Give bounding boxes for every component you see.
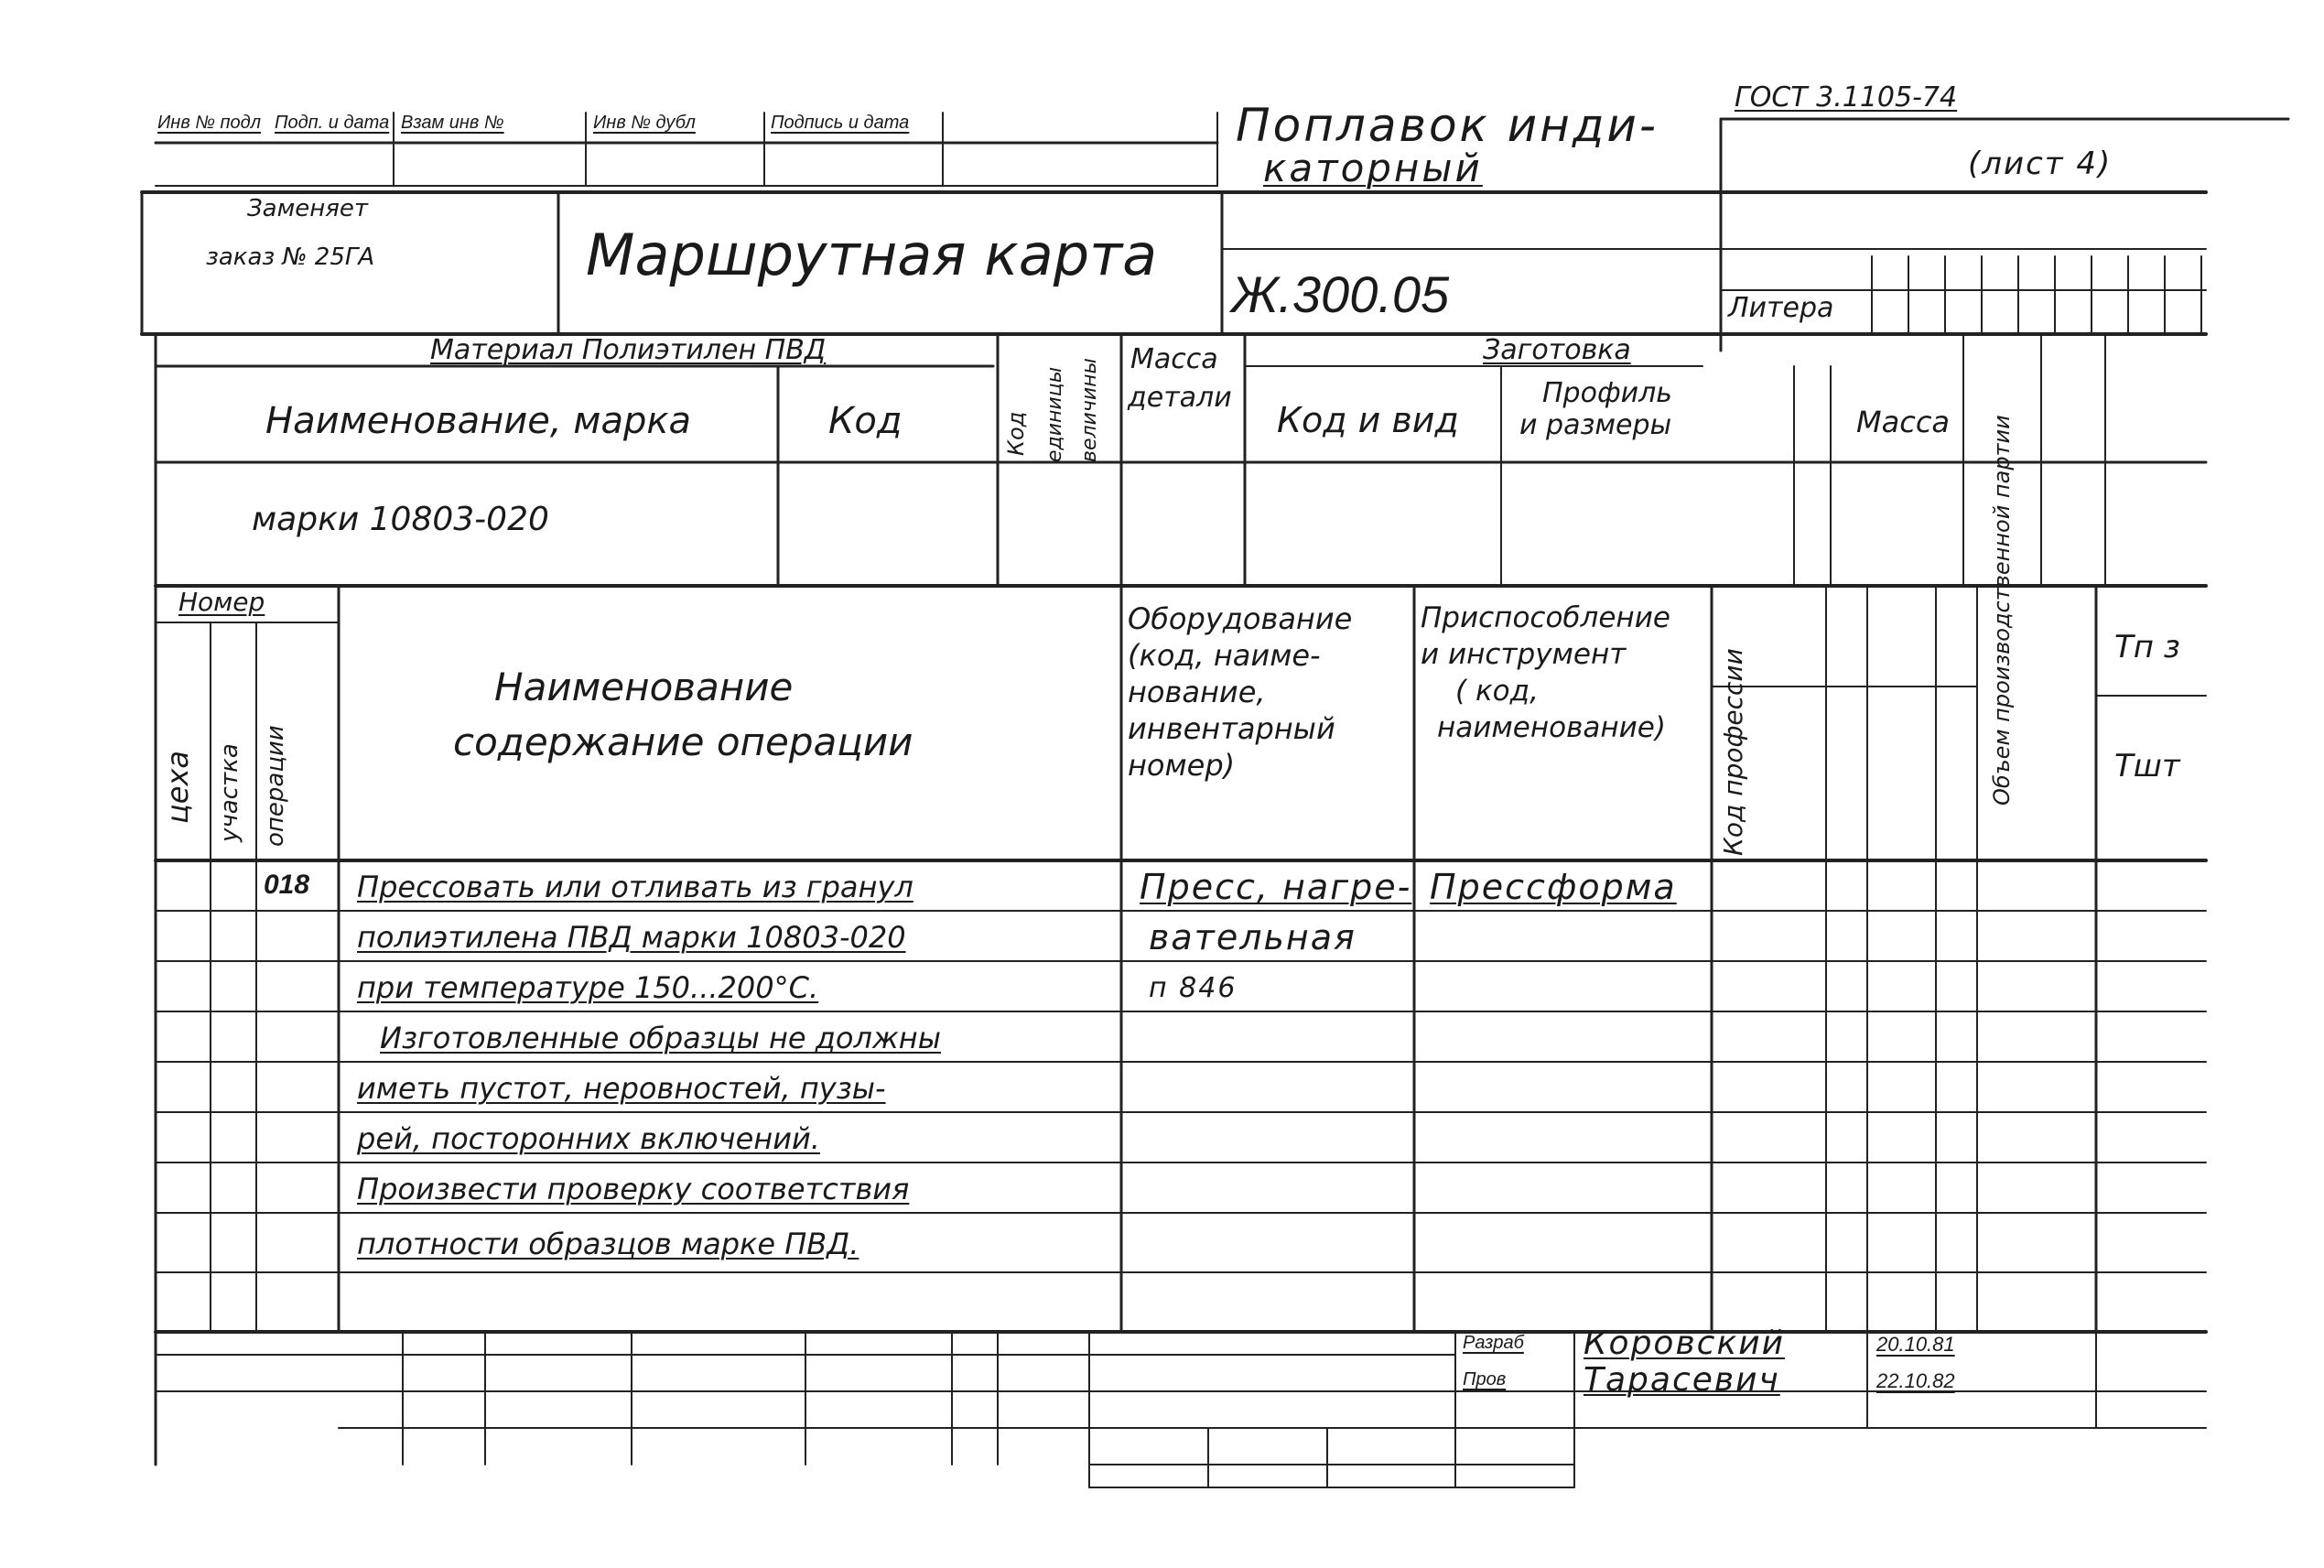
equip-5: номер) [1128,748,1236,783]
nomer-heading: Номер [178,587,265,617]
operation-number: 018 [264,870,310,900]
col-ceha: цеха [160,750,195,824]
signature-date: 20.10.81 [1876,1333,1955,1356]
signature-name: Тарасевич [1584,1361,1780,1399]
operation-line: Произвести проверку соответствия [357,1172,910,1206]
signature-role: Пров [1463,1369,1507,1390]
col-name-grade: Наименование, марка [265,400,692,442]
col-unit-code-3: величины [1078,358,1101,462]
col-blank-mass: Масса [1856,405,1951,439]
col-profile-1: Профиль [1542,377,1672,409]
col-unit-code-2: единицы [1043,366,1066,462]
equip-1: Оборудование [1128,601,1353,636]
signature-name: Коровский [1584,1325,1786,1362]
part-name-line2: каторный [1263,146,1483,190]
designation: Ж.300.05 [1231,265,1450,323]
col-mass-2: детали [1128,382,1232,414]
stamp-cell-vzam-inv: Взам инв № [401,113,504,133]
operation-line: плотности образцов марке ПВД. [357,1227,859,1261]
tool-3: ( код, [1455,675,1539,708]
tsht-label: Тшт [2114,748,2180,784]
signature-role: Разраб [1463,1333,1524,1353]
operation-line: иметь пустот, неровностей, пузы- [357,1071,886,1106]
tpz-label: Тп з [2114,629,2180,665]
operation-line: рей, посторонних включений. [357,1121,820,1156]
document-title: Маршрутная карта [586,222,1158,288]
signature-date: 22.10.82 [1876,1369,1955,1392]
tool-2: и инструмент [1421,638,1627,671]
equip-3: нование, [1128,675,1266,709]
op-title-1: Наименование [494,665,794,709]
material-grade-value: марки 10803-020 [252,501,549,538]
col-mass-1: Масса [1130,343,1218,375]
stamp-cell-podpis-data: Подпись и дата [771,113,910,133]
equip-2: (код, наиме- [1128,638,1321,673]
zamena-order: заказ № 25ГА [206,243,375,271]
equipment-line2: вательная [1149,917,1357,957]
gost-number: ГОСТ 3.1105-74 [1735,81,1958,114]
operation-line: Прессовать или отливать из гранул [357,870,913,904]
zamena-label: Заменяет [247,195,368,222]
part-name-line1: Поплавок инди- [1236,99,1659,152]
operation-line: при температуре 150...200°С. [357,970,819,1005]
stamp-cell-inv-podl: Инв № подл [157,113,261,133]
tool-1: Приспособление [1421,601,1670,634]
col-production-volume: Объем производственной партии [1989,415,2015,806]
col-code-type: Код и вид [1277,400,1459,440]
col-uchastka: участка [216,743,243,842]
stamp-cell-podp-data: Подп. и дата [275,113,390,133]
col-profile-2: и размеры [1519,409,1672,441]
op-title-2: содержание операции [453,719,913,764]
tool-value: Прессформа [1430,867,1677,907]
equipment-line1: Пресс, нагре- [1140,867,1412,907]
sheet-number: (лист 4) [1968,146,2113,182]
equipment-line3: п 846 [1149,972,1238,1004]
material-heading: Материал Полиэтилен ПВД [430,334,827,366]
col-code: Код [828,400,903,442]
litera-label: Литера [1728,292,1834,324]
zagotovka-heading: Заготовка [1483,334,1631,366]
col-operacii: операции [262,725,289,847]
equip-4: инвентарный [1128,711,1335,746]
operation-line: Изготовленные образцы не должны [380,1021,941,1055]
tool-4: наименование) [1437,711,1666,744]
stamp-cell-inv-dubl: Инв № дубл [593,113,696,133]
col-kod-profession: Код профессии [1718,648,1748,856]
operation-line: полиэтилена ПВД марки 10803-020 [357,920,906,955]
col-unit-code-1: Код [1003,411,1029,456]
